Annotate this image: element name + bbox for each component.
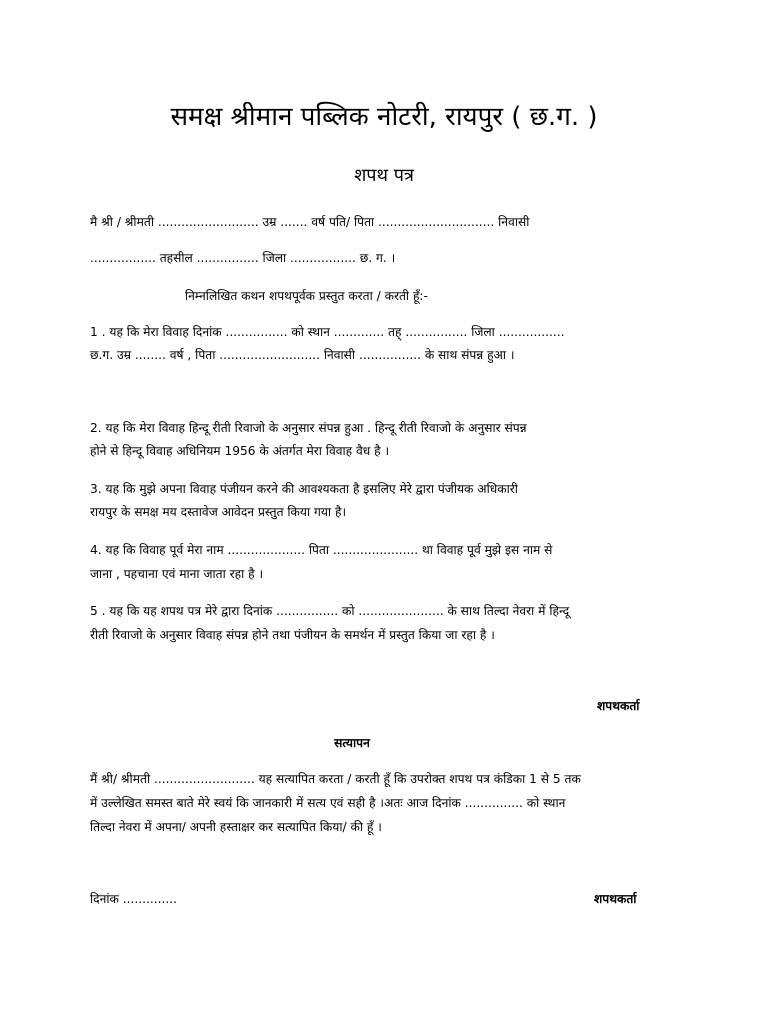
deponent-label: शपथकर्ता <box>597 699 640 713</box>
verification-line-2: में उल्लेखित समस्त बाते मेरे स्वयं कि जानकारी में सत्य एवं सही है ।अतः आज दिनांक ............... को स्थान <box>90 796 566 810</box>
footer-deponent-label: शपथकर्ता <box>594 892 637 906</box>
paragraph-2-line-2: होने से हिन्दू विवाह अधिनियम 1956 के अंतर्गत मेरा विवाह वैध है । <box>90 444 390 458</box>
date-label: दिनांक .............. <box>90 892 178 906</box>
paragraph-5-line-1: 5 . यह कि यह शपथ पत्र मेरे द्वारा दिनांक ................ को ...................... के साथ तिल्दा नेवरा में हिन्दू <box>90 604 570 618</box>
paragraph-1-line-2: छ.ग. उम्र ........ वर्ष , पिता .......................... निवासी ................ के साथ संपन्न हुआ । <box>90 348 515 362</box>
paragraph-2-line-1: 2. यह कि मेरा विवाह हिन्दू रीती रिवाजो के अनुसार संपन्न हुआ . हिन्दू रीती रिवाजो के अनुसार संपन्न <box>90 421 527 435</box>
paragraph-4-line-2: जाना , पहचाना एवं माना जाता रहा है । <box>90 567 264 581</box>
paragraph-3-line-1: 3. यह कि मुझे अपना विवाह पंजीयन करने की आवश्यकता है इसलिए मेरे द्वारा पंजीयक अधिकारी <box>90 482 518 496</box>
page-title: समक्ष श्रीमान पब्लिक नोटरी, रायपुर ( छ.ग. ) <box>170 102 598 132</box>
paragraph-3-line-2: रायपुर के समक्ष मय दस्तावेज आवेदन प्रस्तुत किया गया है। <box>90 505 347 519</box>
paragraph-4-line-1: 4. यह कि विवाह पूर्व मेरा नाम .................... पिता ...................... था विवाह पूर्व मुझे इस नाम से <box>90 543 553 557</box>
intro-line-2: ................. तहसील ................ जिला ................. छ. ग. । <box>90 251 396 265</box>
verification-line-1: मैं श्री/ श्रीमती .......................... यह सत्यापित करता / करती हूँ कि उपरोक्त शपथ पत्र कंडिका 1 से 5 तक <box>90 772 581 786</box>
intro-statement: निम्नलिखित कथन शपथपूर्वक प्रस्तुत करता / करती हूँ:- <box>185 289 428 303</box>
paragraph-5-line-2: रीती रिवाजो के अनुसार विवाह संपन्न होने तथा पंजीयन के समर्थन में प्रस्तुत किया जा रहा है । <box>90 628 495 642</box>
verification-line-3: तिल्दा नेवरा में अपना/ अपनी हस्ताक्षर कर सत्यापित किया/ की हूँ । <box>90 820 382 834</box>
document-subtitle: शपथ पत्र <box>354 165 414 186</box>
intro-line-1: मै श्री / श्रीमती .......................... उम्र ....... वर्ष पति/ पिता .............................. निवासी <box>90 215 530 229</box>
verification-heading: सत्यापन <box>334 736 370 750</box>
paragraph-1-line-1: 1 . यह कि मेरा विवाह दिनांक ................ को स्थान ............. तह्‌ ................ जिला ................. <box>90 325 565 339</box>
